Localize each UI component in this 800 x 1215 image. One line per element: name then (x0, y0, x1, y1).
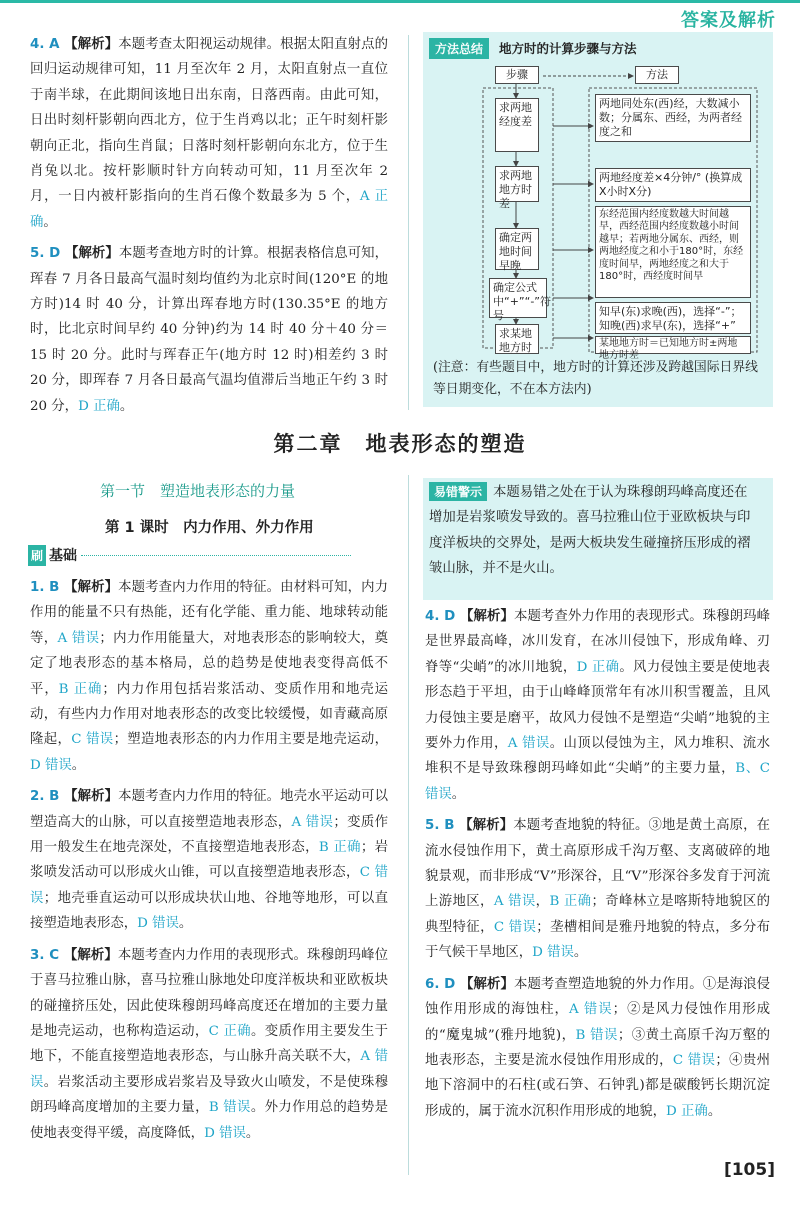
answers-right-bottom (425, 604, 770, 1130)
verdict-text: B、C 错误 (425, 761, 770, 802)
verdict-text: A 错误 (57, 630, 100, 646)
answer-number: 1. B (30, 580, 65, 595)
basic-label: 基础 (49, 548, 78, 564)
flow-method-4: 知早(东)求晚(西)，选择“-”；知晚(西)求早(东)，选择“+” (595, 302, 751, 334)
verdict-text: D 正确 (576, 659, 620, 675)
answer-number: 3. C (30, 947, 64, 963)
answer-text: 本题考查外力作用的表现形式。珠穆朗玛峰是世界最高峰，冰川发育，在冰川侵蚀下，形成角峰、刃脊等“尖峭”的冰川地貌， (425, 609, 771, 675)
verdict-text: A 错误 (568, 1002, 613, 1018)
answer-text: 。岩浆活动主要形成岩浆岩及导致火山喷发，不是使珠穆朗玛峰高度增加的主要力量， (30, 1074, 389, 1116)
flow-steps-label: 步骤 (495, 66, 539, 84)
answer-text: ；垄槽相间是雅丹地貌的特点，多分布于气候干旱地区， (425, 919, 771, 961)
analysis-tag: 【解析】 (459, 818, 514, 834)
answer-text: 。 (119, 398, 134, 414)
answer-number: 5. D (30, 246, 65, 262)
answer-text: ；岩浆喷发活动可以形成火山锥，可以直接塑造地表形态， (30, 840, 389, 881)
answer-number: 6. D (425, 976, 461, 992)
verdict-text: A 正确 (30, 189, 389, 230)
column-divider-bottom (408, 475, 409, 1175)
verdict-text: B 正确 (549, 894, 592, 910)
answer-number: 4. A (30, 37, 65, 52)
verdict-text: B 正确 (318, 840, 361, 856)
flow-method-3: 东经范围内经度数越大时间越早，西经范围内经度数越小时间越早；若两地分属东、西经，则两地经度之和小于180°时，东经度时间早，两地经度之和大于180°时，西经度时间早 (595, 206, 751, 298)
answers-left-top (30, 32, 388, 425)
flow-method-5: 某地地方时＝已知地方时±两地地方时差 (595, 336, 751, 354)
answer-text: 本题考查内力作用的表现形式。珠穆朗玛峰位于喜马拉雅山脉，喜马拉雅山脉地处印度洋板块和亚欧板块的碰撞挤压处，因此使珠穆朗玛峰高度还在增加的主要力量是地壳运动，也称构造运动， (30, 947, 389, 1039)
answer-text: ；②是风力侵蚀作用形成的“魔鬼城”(雅丹地貌)， (425, 1002, 771, 1043)
flow-step-5: 求某地地方时 (495, 324, 539, 354)
page-header (0, 0, 800, 30)
answer-number: 2. B (30, 789, 65, 805)
answer-number: 5. B (425, 818, 460, 834)
basic-badge: 刷 (28, 545, 46, 566)
error-warning-box (423, 478, 773, 600)
answer-text: 。外力作用总的趋势是使地表变得平缓，高度降低， (30, 1100, 389, 1141)
method-tag: 方法总结 (429, 38, 489, 59)
verdict-text: A 错误 (493, 894, 536, 910)
verdict-text: A 错误 (507, 736, 550, 752)
answer-text: 本题考查塑造地貌的外力作用。①是海浪侵蚀作用形成的海蚀柱， (425, 976, 771, 1018)
answer-text: ；④贵州地下溶洞中的石柱(或石笋、石钟乳)都是碳酸钙长期沉淀形成的，属于流水沉积作用形成的地貌， (425, 1052, 771, 1119)
verdict-text: D 错误 (30, 757, 72, 773)
verdict-text: A 错误 (30, 1049, 389, 1090)
column-divider-top (408, 35, 409, 410)
answer-item (30, 784, 388, 936)
basic-heading (28, 545, 351, 569)
answer-text: 。 (178, 916, 193, 932)
error-warning-body: 本题易错之处在于认为珠穆朗玛峰高度还在增加是岩浆喷发导致的。喜马拉雅山位于亚欧板块与印度洋板块的交界处，是两大板块发生碰撞挤压形成的褶皱山脉，并不是火山。 (429, 485, 751, 577)
answer-text: ， (535, 894, 550, 910)
answer-item (425, 972, 770, 1124)
verdict-text: C 正确 (208, 1023, 251, 1039)
verdict-text: D 正确 (666, 1103, 708, 1119)
answer-text: 本题考查太阳视运动规律。根据太阳直射点的回归运动规律可知，11 月至次年 2 月，太阳直射点一直位于南半球，在此期间该地日出东南，日落西南。由此可知，日出时刻杆影朝向西北方，位于生肖鸡以北；正午时刻杆影朝向正北，指向生肖鼠；日落时刻杆影朝向东北方，位于生肖兔以北。按杆影顺时针方向转动可知，11 月至次年 2 月，一日内被杆影指向的生肖石像个数最多为 5 个， (30, 37, 389, 205)
flow-method-2: 两地经度差×4分钟/° (换算成X小时X分) (595, 168, 751, 202)
flow-step-4: 确定公式中“+”“-”符号 (489, 278, 547, 318)
answer-text: 本题考查内力作用的特征。由材料可知，内力作用的能量不只有热能，还有化学能、重力能、地球转动能等， (30, 580, 389, 646)
analysis-tag: 【解析】 (64, 789, 119, 805)
answer-text: 。 (43, 214, 57, 230)
verdict-text: D 错误 (532, 945, 574, 961)
header-strip (0, 0, 800, 3)
error-warning-tag: 易错警示 (429, 482, 487, 501)
method-summary-box (423, 32, 773, 407)
answer-text: 。 (573, 945, 588, 961)
answer-item (30, 575, 388, 778)
answer-text: 。风力侵蚀主要是使地表形态趋于平坦，由于山峰峰顶常年有冰川积雪覆盖，且风力侵蚀主要是磨平，故风力侵蚀不是塑造“尖峭”地貌的主要外力作用， (425, 659, 770, 752)
verdict-text: B 错误 (208, 1100, 251, 1116)
flow-method-1: 两地同处东(西)经，大数减小数；分属东、西经，为两者经度之和 (595, 94, 751, 142)
flow-step-2: 求两地地方时差 (495, 166, 539, 202)
verdict-text: D 错误 (204, 1125, 246, 1141)
page-number: [105] (723, 1160, 775, 1180)
method-title: 地方时的计算步骤与方法 (499, 41, 637, 56)
answer-text: 。 (245, 1125, 260, 1141)
verdict-text: C 错误 (71, 732, 114, 748)
basic-rule (81, 555, 351, 556)
analysis-tag: 【解析】 (460, 609, 514, 624)
lesson-title: 第 1 课时 内力作用、外力作用 (105, 520, 314, 536)
answer-text: 。 (707, 1103, 722, 1119)
flow-methods-label: 方法 (635, 66, 679, 84)
answer-text: ；奇峰林立是喀斯特地貌区的典型特征， (425, 894, 770, 935)
header-title: 答案及解析 (681, 10, 776, 31)
answer-text: ；变质作用一般发生在地壳深处，不直接塑造地表形态， (30, 814, 389, 856)
answer-text: 本题考查内力作用的特征。地壳水平运动可以塑造高大的山脉，可以直接塑造地表形态， (30, 789, 389, 830)
flow-step-3: 确定两地时间早晚 (495, 228, 539, 270)
answer-text: 本题考查地貌的特征。③地是黄土高原，在流水侵蚀作用下，黄土高原形成千沟万壑、支离破碎的地貌景观，而非形成“V”形深谷，且“V”形深谷多发育于河流上游地区， (425, 818, 771, 910)
analysis-tag: 【解析】 (64, 580, 119, 595)
answer-text: ；③黄土高原千沟万壑的地表形态，主要是流水侵蚀作用形成的， (425, 1027, 771, 1068)
error-warning-text (429, 480, 759, 582)
answer-item (30, 943, 388, 1146)
answer-item (30, 32, 388, 235)
analysis-tag: 【解析】 (63, 947, 118, 963)
answer-text: ；内力作用包括岩浆活动、变质作用和地壳运动，有些内力作用对地表形态的改变比较缓慢，如青藏高原隆起， (30, 681, 389, 748)
verdict-text: C 错误 (30, 865, 388, 906)
verdict-text: B 正确 (58, 681, 103, 697)
analysis-tag: 【解析】 (65, 246, 119, 262)
answer-item (30, 241, 388, 419)
verdict-text: C 错误 (672, 1052, 716, 1068)
chapter-title: 第二章 地表形态的塑造 (273, 432, 527, 456)
answer-text: 。 (451, 786, 466, 802)
answer-text: ；塑造地表形态的内力作用主要是地壳运动， (113, 732, 388, 748)
verdict-text: B 错误 (575, 1027, 618, 1043)
answer-text: ；地壳垂直运动可以形成块状山地、谷地等地形，可以直接塑造地表形态， (30, 890, 389, 932)
method-note: (注意：有些题目中，地方时的计算还涉及跨越国际日界线等日期变化，不在本方法内) (433, 360, 758, 397)
page-number-value: 105 (731, 1160, 768, 1180)
answer-text: 。变质作用主要发生于地下，不能直接塑造地表形态，与山脉升高关联不大， (30, 1023, 389, 1065)
answers-left-bottom (30, 575, 388, 1152)
answer-text: ；内力作用能量大，对地表形态的影响较大，奠定了地表形态的基本格局，总的趋势是使地表变得高低不平， (30, 630, 388, 697)
answer-text: 本题考查地方时的计算。根据表格信息可知，珲春 7 月各日最高气温时刻均值约为北京时间(120°E 的地方时)14 时 40 分，计算出珲春地方时(130.35°E 的地方时，比北京时间早约 40 分钟)约为 14 时 40 分＋40 分＝15 时 20 分。此时与珲春正午(地方时 12 时)相差约 3 时 20 分，即珲春 7 月各日最高气温均值滞后当地正午约 3 时 20 分， (30, 246, 389, 414)
verdict-text: D 正确 (78, 398, 120, 414)
answer-text: 。 (71, 757, 86, 773)
section-title: 第一节 塑造地表形态的力量 (100, 482, 296, 500)
verdict-text: C 错误 (493, 919, 537, 935)
answer-item (425, 813, 770, 965)
analysis-tag: 【解析】 (64, 37, 119, 52)
answer-number: 4. D (425, 609, 461, 624)
answer-text: 。山顶以侵蚀为主，风力堆积、流水堆积不是导致珠穆朗玛峰如此“尖峭”的主要力量， (425, 736, 770, 777)
flow-step-1: 求两地经度差 (495, 98, 539, 152)
verdict-text: A 错误 (291, 814, 334, 830)
analysis-tag: 【解析】 (460, 976, 514, 992)
verdict-text: D 错误 (137, 916, 179, 932)
answer-item (425, 604, 770, 807)
